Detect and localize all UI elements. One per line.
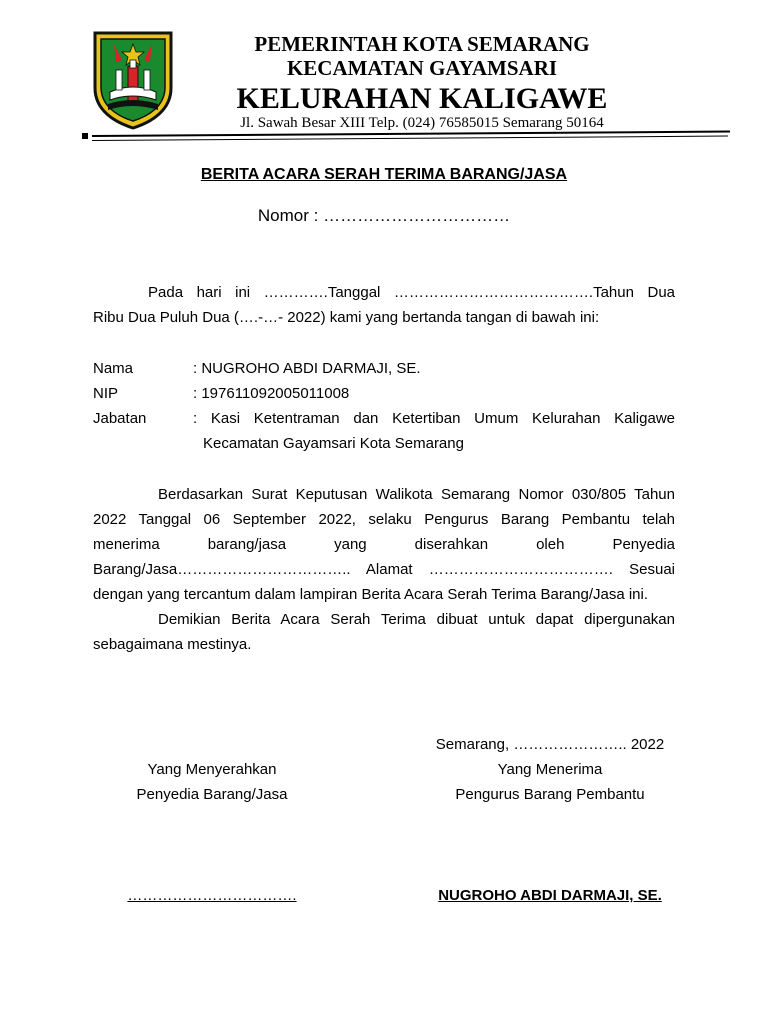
field-nip-label: NIP	[93, 385, 119, 402]
field-jabatan-value	[193, 406, 675, 456]
signature-right-name: NUGROHO ABDI DARMAJI, SE.	[438, 887, 662, 904]
field-jabatan-label: Jabatan	[93, 410, 147, 427]
document-title: BERITA ACARA SERAH TERIMA BARANG/JASA	[200, 166, 568, 183]
letterhead-rule-thin	[92, 136, 728, 141]
letterhead-government: PEMERINTAH KOTA SEMARANG	[254, 32, 590, 56]
opening-line-2: Ribu Dua Puluh Dua (….-…- 2022) kami yang bertanda tangan di bawah ini:	[93, 309, 600, 326]
body-p1-line-4: Barang/Jasa…………………………….. Alamat ………………………………. Sesuai	[93, 561, 675, 578]
field-nama-value: : NUGROHO ABDI DARMAJI, SE.	[193, 360, 421, 377]
opening-paragraph	[93, 280, 675, 330]
body-p2-line-2: sebagaimana mestinya.	[93, 636, 252, 653]
signature-right-role-1: Yang Menerima	[497, 761, 603, 778]
opening-line-1: Pada hari ini ………….Tanggal ………………………………….Tahun Dua	[148, 284, 675, 301]
city-emblem-logo	[92, 30, 174, 130]
letterhead-village: KELURAHAN KALIGAWE	[236, 82, 608, 115]
body-paragraph-1	[93, 482, 675, 607]
field-nama-label: Nama	[93, 360, 134, 377]
body-p2-line-1: Demikian Berita Acara Serah Terima dibuat untuk dapat dipergunakan	[158, 611, 675, 628]
field-jabatan	[93, 406, 675, 456]
field-nip-value: : 197611092005011008	[193, 385, 350, 402]
body-paragraph-2	[93, 607, 675, 657]
letterhead-district: KECAMATAN GAYAMSARI	[286, 56, 558, 80]
bullet-mark	[82, 133, 88, 139]
field-jabatan-value-line2: Kecamatan Gayamsari Kota Semarang	[203, 435, 464, 452]
signature-right-role-2: Pengurus Barang Pembantu	[455, 786, 645, 803]
body-p1-line-2: 2022 Tanggal 06 September 2022, selaku Pengurus Barang Pembantu telah	[93, 511, 675, 528]
signature-place-date: Semarang, ………………….. 2022	[435, 736, 665, 753]
signature-left-name: …………………………….	[127, 887, 297, 904]
field-nama	[93, 356, 675, 381]
body-p1-line-3: menerima barang/jasa yang diserahkan oleh Penyedia	[93, 536, 675, 553]
field-nip	[93, 381, 675, 406]
body-p1-line-5: dengan yang tercantum dalam lampiran Berita Acara Serah Terima Barang/Jasa ini.	[93, 586, 649, 603]
field-jabatan-value-line1: : Kasi Ketentraman dan Ketertiban Umum Kelurahan Kaligawe	[193, 410, 675, 427]
signature-left-role-2: Penyedia Barang/Jasa	[136, 786, 288, 803]
document-number: Nomor : ……………………………	[257, 206, 511, 225]
body-p1-line-1: Berdasarkan Surat Keputusan Walikota Semarang Nomor 030/805 Tahun	[158, 486, 675, 503]
letterhead-address: Jl. Sawah Besar XIII Telp. (024) 76585015 Semarang 50164	[240, 115, 604, 131]
signature-left-role-1: Yang Menyerahkan	[147, 761, 277, 778]
